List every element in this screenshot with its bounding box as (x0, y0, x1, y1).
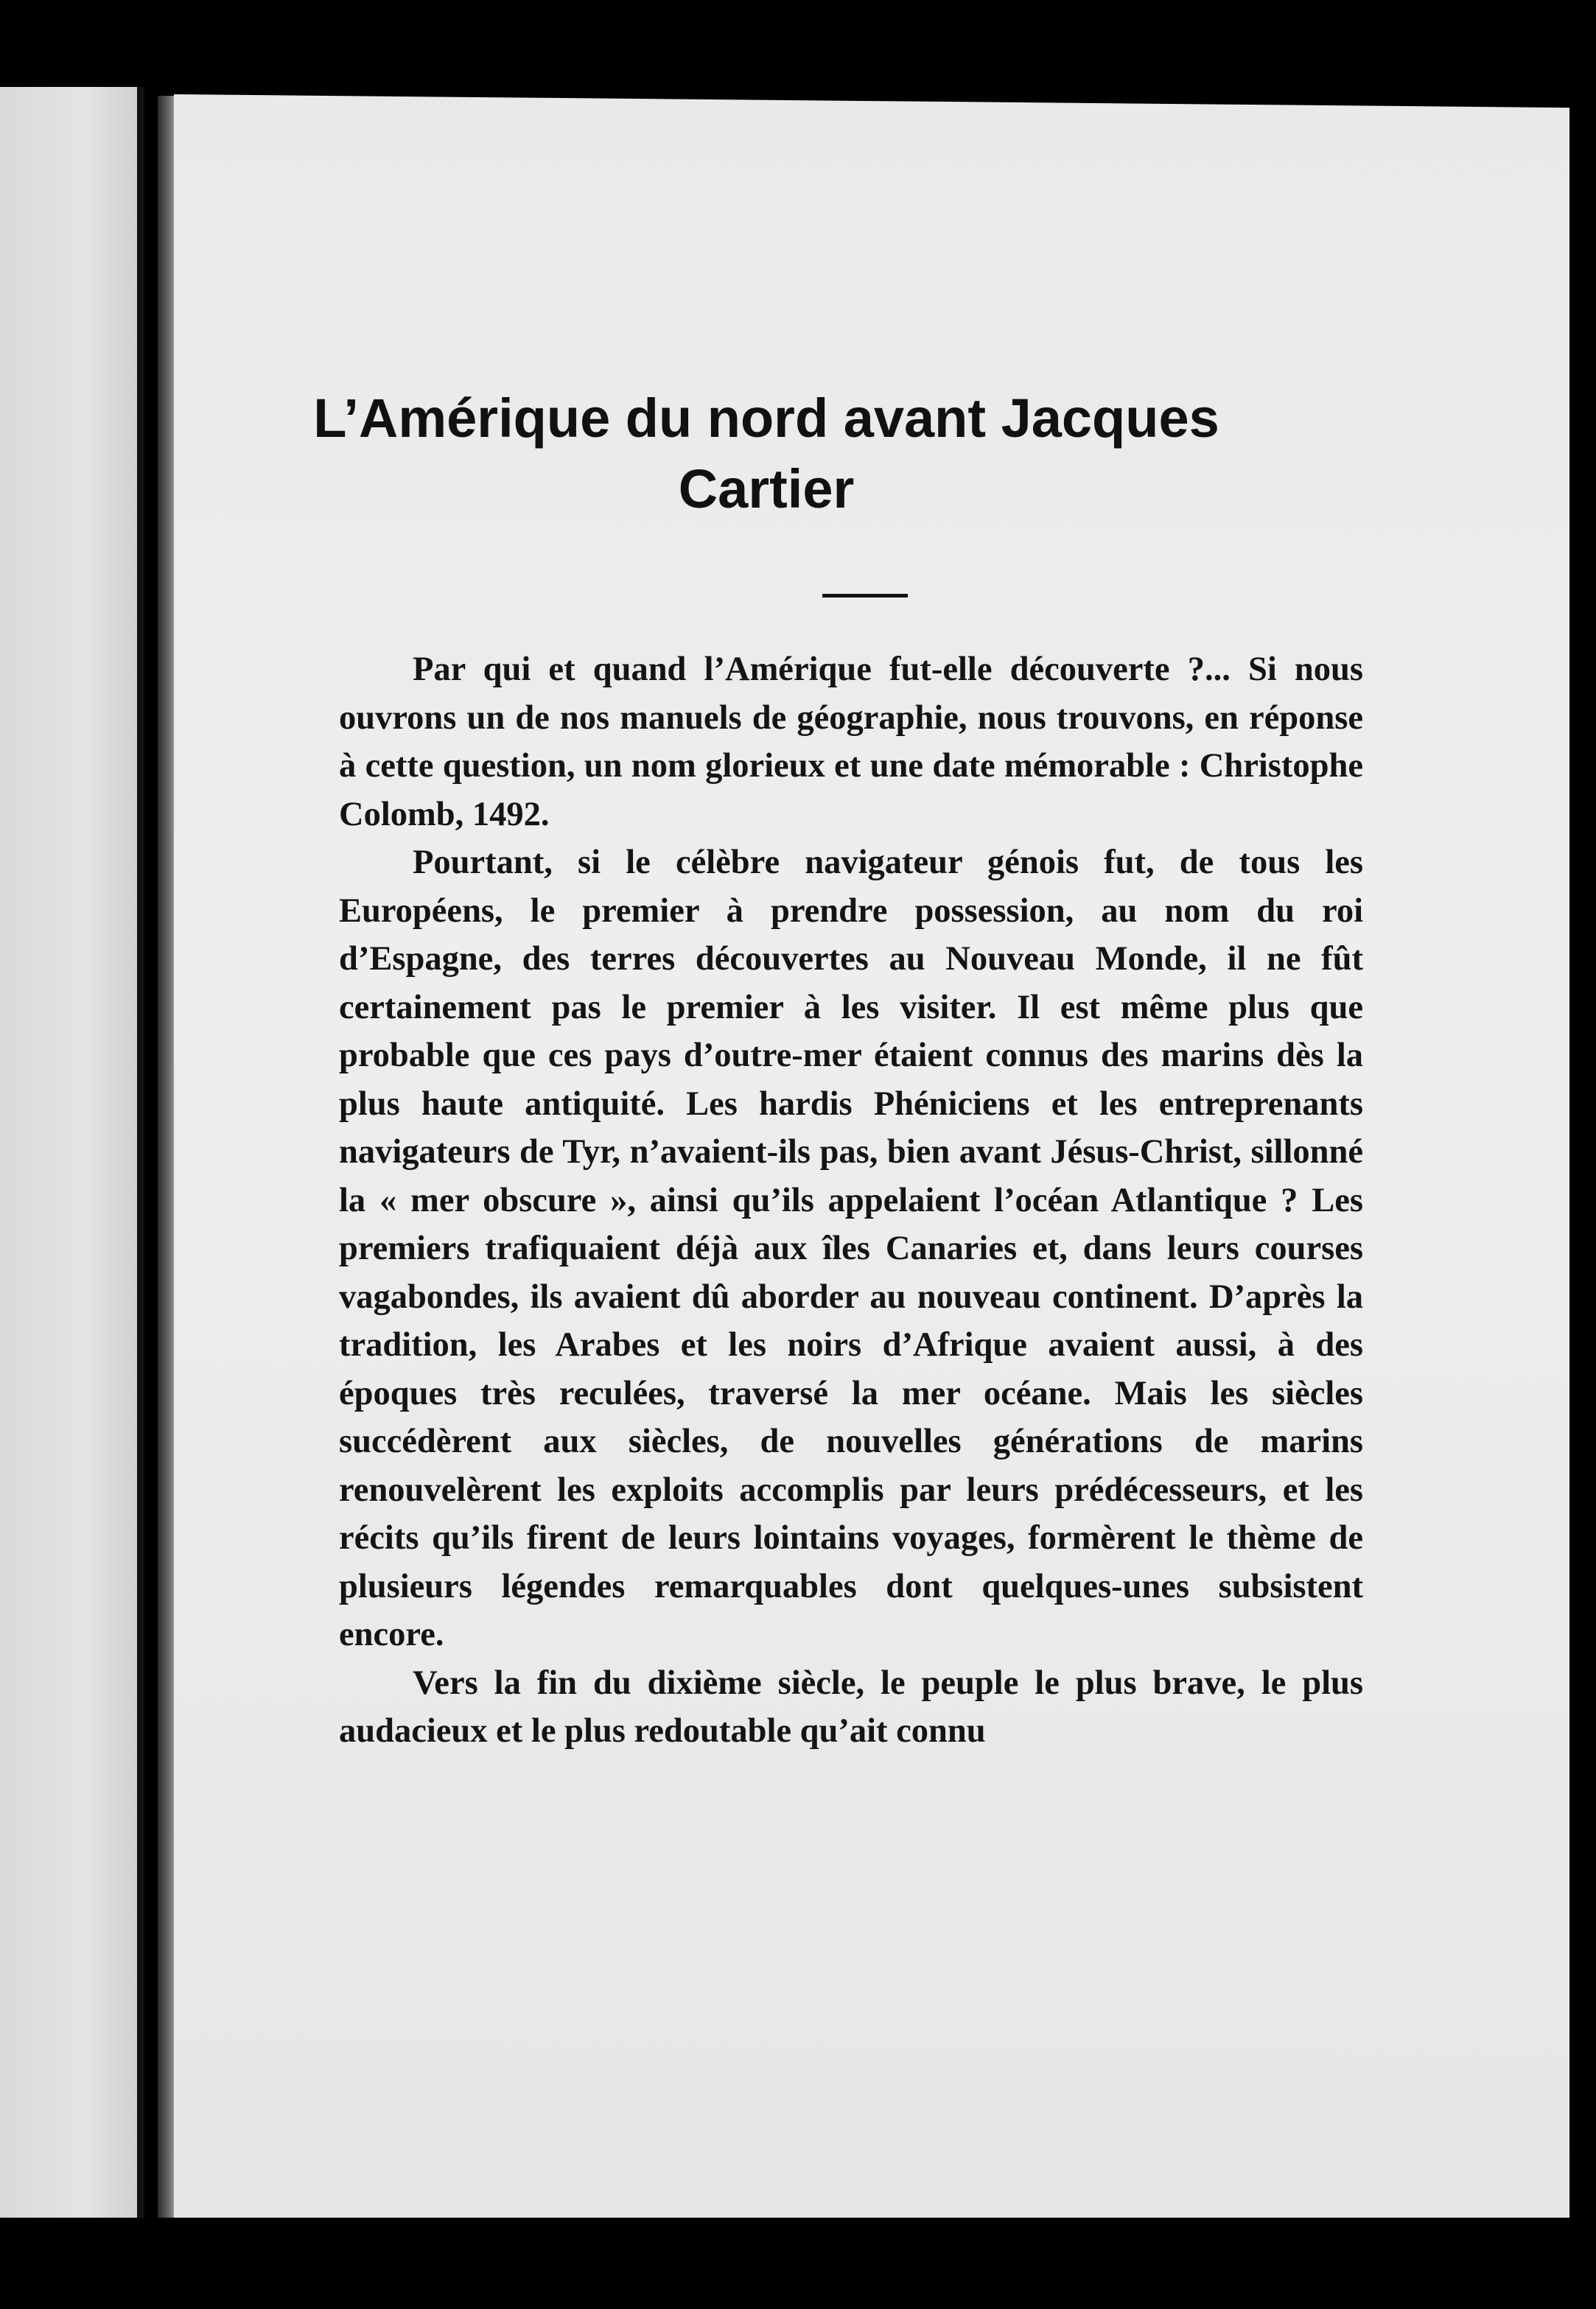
chapter-title-line-1: L’Amérique du nord avant Jacques (313, 388, 1219, 449)
chapter-title-line-2: Cartier (678, 458, 855, 519)
paragraph-2: Pourtant, si le célèbre navigateur génois fut, de tous les Européens, le premier à prendre possession, au nom du roi d’Espagne, des terres découvertes au Nouveau Monde, il ne fût certainement pas le premier à les visiter. Il est même plus que probable que ces pays d’outre-mer étaient connus des marins dès la plus haute antiquité. Les hardis Phéniciens et les entreprenants navigateurs de Tyr, n’avaient-ils pas, bien avant Jésus-Christ, sillonné la « mer obscure », ainsi qu’ils appelaient l’océan Atlantique ? Les premiers trafiquaient déjà aux îles Canaries et, dans leurs courses vagabondes, ils avaient dû aborder au nouveau continent. D’après la tradition, les Arabes et les noirs d’Afrique avaient aussi, à des époques très reculées, traversé la mer océane. Mais les siècles succédèrent aux siècles, de nouvelles générations de marins renouvelèrent les exploits accomplis par leurs prédécesseurs, et les récits qu’ils firent de leurs lointains voyages, formèrent le thème de plusieurs légendes remarquables dont quelques-unes subsistent encore. (339, 844, 1363, 1653)
scan-border-top (0, 0, 1596, 96)
scan-border-right (1569, 0, 1596, 2309)
paragraph-3: Vers la fin du dixième siècle, le peuple le plus brave, le plus audacieux et le plus redoutable qu’ait connu (339, 1664, 1363, 1750)
paragraph-1: Par qui et quand l’Amérique fut-elle découverte ?... Si nous ouvrons un de nos manuels de géographie, nous trouvons, en réponse à cette question, un nom glorieux et une date mémorable : Christophe Colomb, 1492. (339, 651, 1363, 833)
body-text (339, 645, 1363, 1756)
facing-page-edge (0, 87, 140, 2238)
title-divider (822, 594, 908, 598)
scan-border-bottom (0, 2218, 1596, 2309)
book-gutter (137, 87, 144, 2224)
chapter-title (221, 383, 1312, 525)
